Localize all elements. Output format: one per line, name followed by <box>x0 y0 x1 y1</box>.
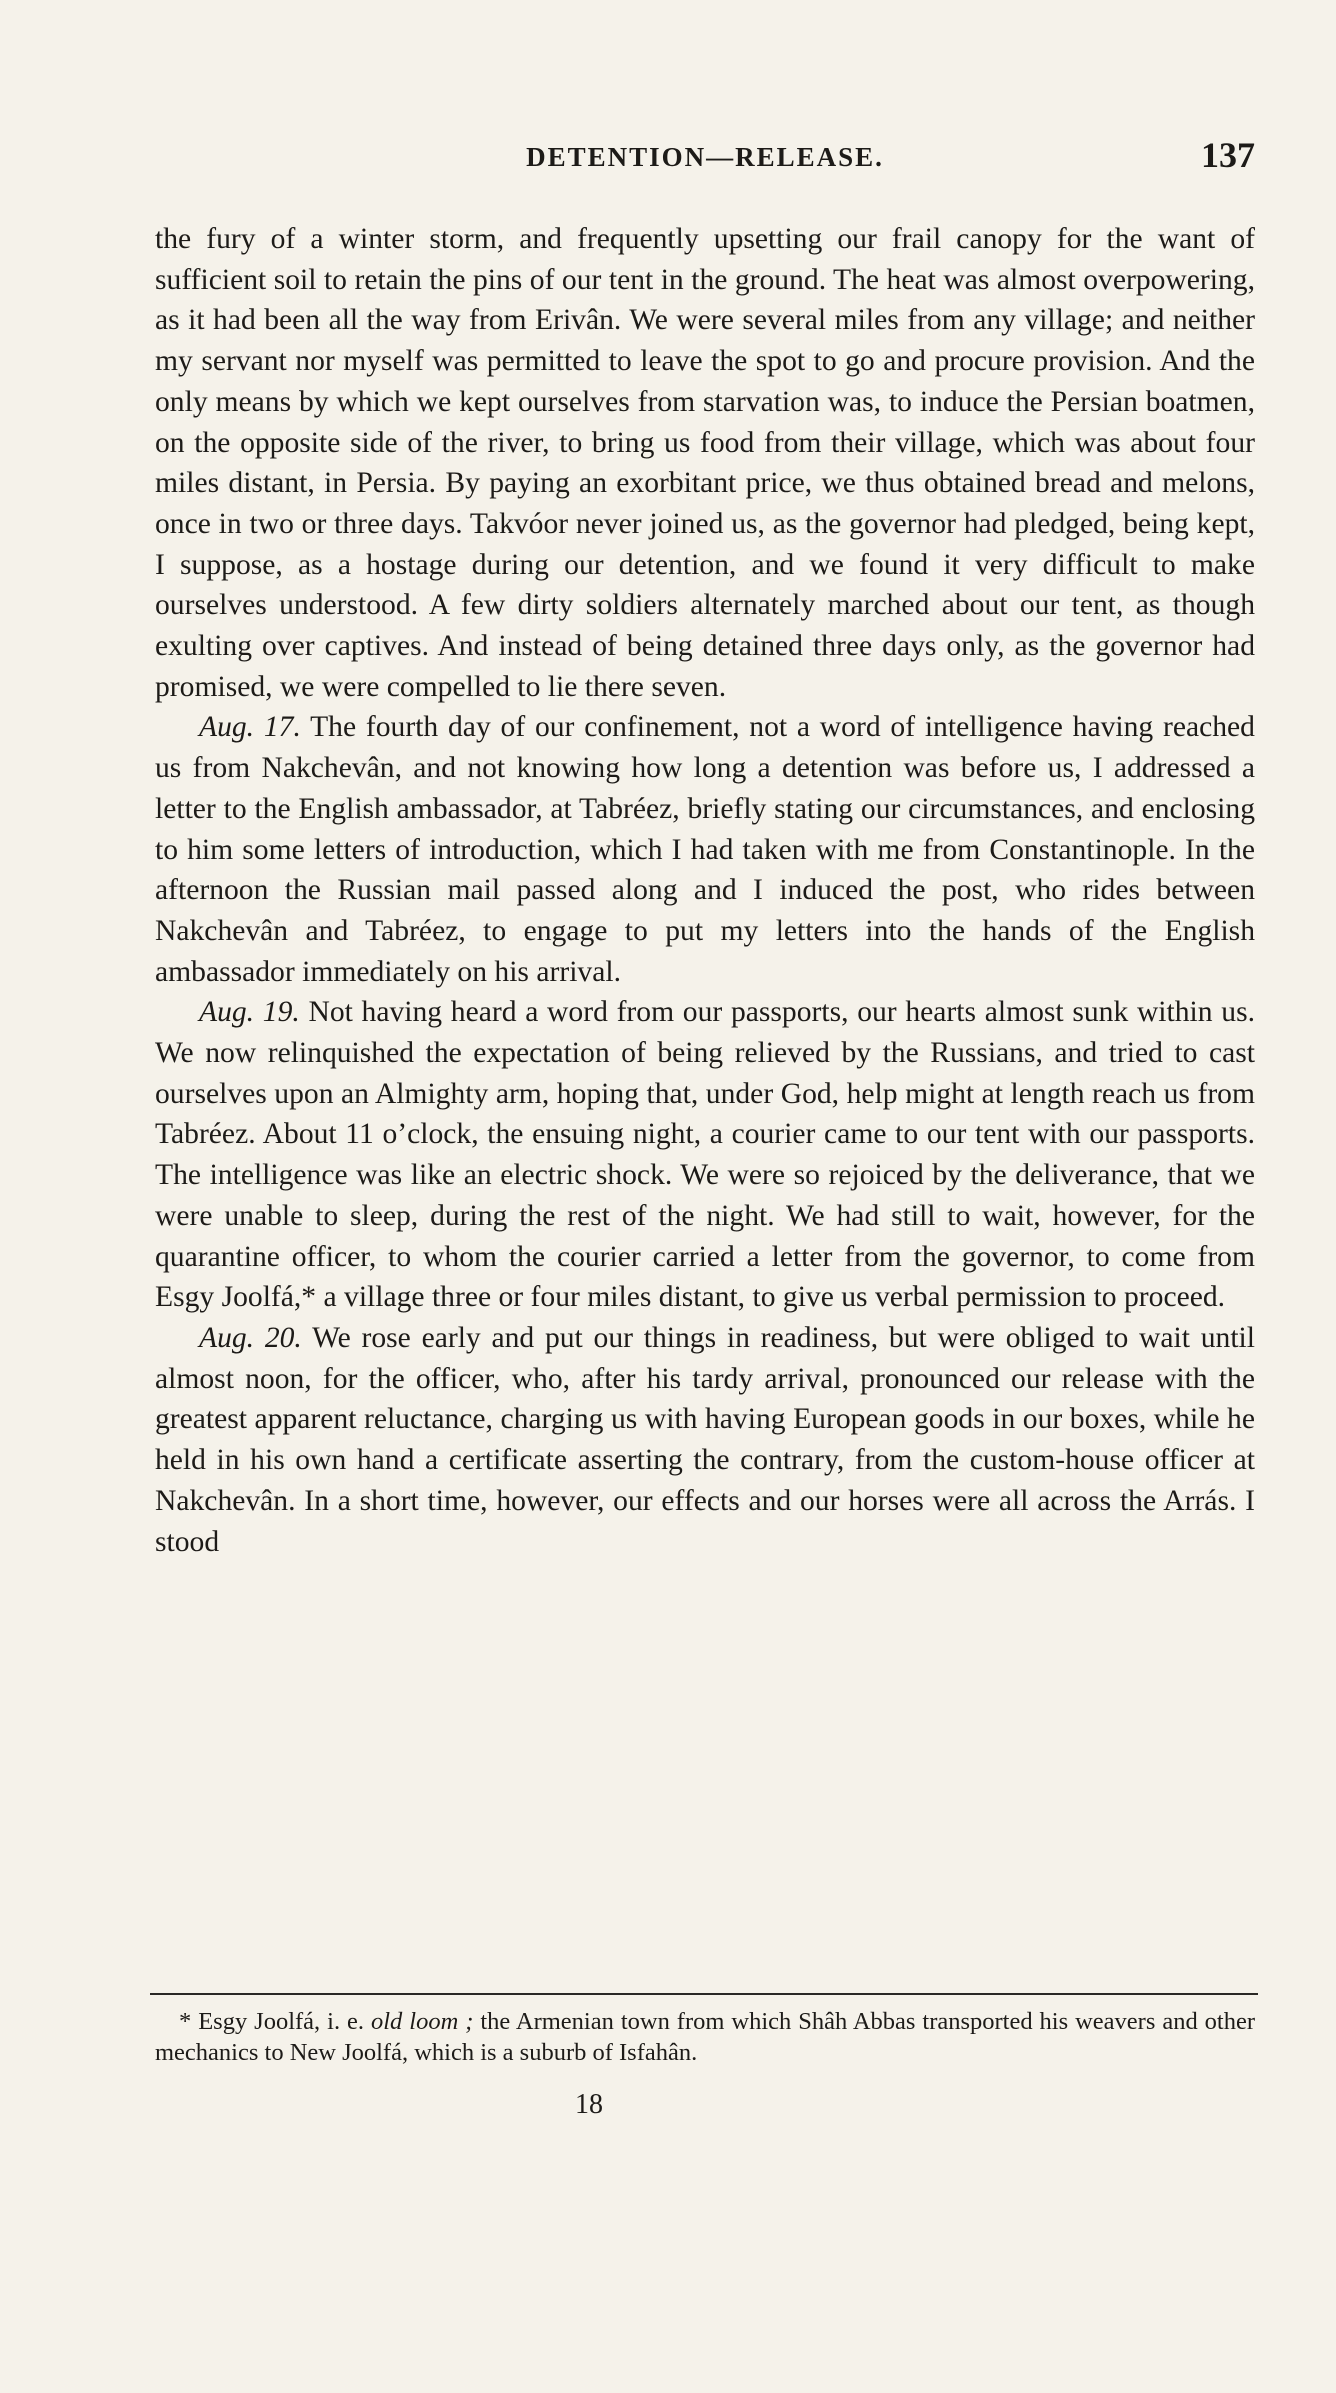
paragraph-aug-19 <box>155 992 1255 1318</box>
date-aug-19: Aug. 19. <box>199 996 300 1029</box>
signature-mark: 18 <box>575 2089 603 2120</box>
paragraph-aug-17-text: The fourth day of our confinement, not a word of intelligence having reached us from Nakchevân, and not knowing how long a detention was before us, I addressed a letter to the English ambassador, at Tabréez, briefly stating our circumstances, and enclosing to him some letters of introduction, which I had taken with me from Constantinople. In the afternoon the Russian mail passed along and I induced the post, who rides between Nakchevân and Tabréez, to engage to put my letters into the hands of the English ambassador immediately on his arrival. <box>155 711 1255 988</box>
paragraph-aug-20 <box>155 1318 1255 1562</box>
paragraph-aug-20-text: We rose early and put our things in readiness, but were obliged to wait until almost noon, for the officer, who, after his tardy arrival, pronounced our release with the greatest apparent reluctance, charging us with having European goods in our boxes, while he held in his own hand a certificate asserting the contrary, from the custom-house officer at Nakchevân. In a short time, however, our effects and our horses were all across the Arrás. I stood <box>155 1321 1255 1558</box>
date-aug-17: Aug. 17. <box>199 711 301 744</box>
running-title: DETENTION—RELEASE. <box>526 142 884 172</box>
running-head <box>155 134 1255 184</box>
paragraph-continuation: the fury of a winter storm, and frequently upsetting our frail canopy for the want of sufficient soil to retain the pins of our tent in the ground. The heat was almost overpowering, as it had been all the way from Erivân. We were several miles from any village; and neither my servant nor myself was permitted to leave the spot to go and procure provision. And the only means by which we kept ourselves from starvation was, to induce the Persian boatmen, on the opposite side of the river, to bring us food from their village, which was about four miles distant, in Persia. By paying an exorbitant price, we thus obtained bread and melons, once in two or three days. Takvóor never joined us, as the governor had pledged, being kept, I suppose, as a hostage during our detention, and we found it very difficult to make ourselves understood. A few dirty soldiers alternately marched about our tent, as though exulting over captives. And instead of being detained three days only, as the governor had promised, we were compelled to lie there seven. <box>155 223 1255 703</box>
footnote-gloss: old loom ; <box>371 2008 474 2035</box>
footnote-lead: * Esgy Joolfá, i. e. <box>179 2008 365 2035</box>
main-text <box>155 219 1255 1562</box>
footnote-rule <box>150 1993 1258 1995</box>
paragraph-aug-17 <box>155 707 1255 992</box>
footnote-text: the Armenian town from which Shâh Abbas transported his weavers and other mechanics to New Joolfá, which is a suburb of Isfahân. <box>155 2008 1256 2066</box>
page-number: 137 <box>1201 135 1255 175</box>
footnote <box>155 2006 1255 2068</box>
paragraph-aug-19-text: Not having heard a word from our passports, our hearts almost sunk within us. We now relinquished the expectation of being relieved by the Russians, and tried to cast ourselves upon an Almighty arm, hoping that, under God, help might at length reach us from Tabréez. About 11 o’clock, the ensuing night, a courier came to our tent with our passports. The intelligence was like an electric shock. We were so rejoiced by the deliverance, that we were unable to sleep, during the rest of the night. We had still to wait, however, for the quarantine officer, to whom the courier carried a letter from the governor, to come from Esgy Joolfá,* a village three or four miles distant, to give us verbal permission to proceed. <box>155 996 1255 1314</box>
date-aug-20: Aug. 20. <box>199 1321 302 1354</box>
